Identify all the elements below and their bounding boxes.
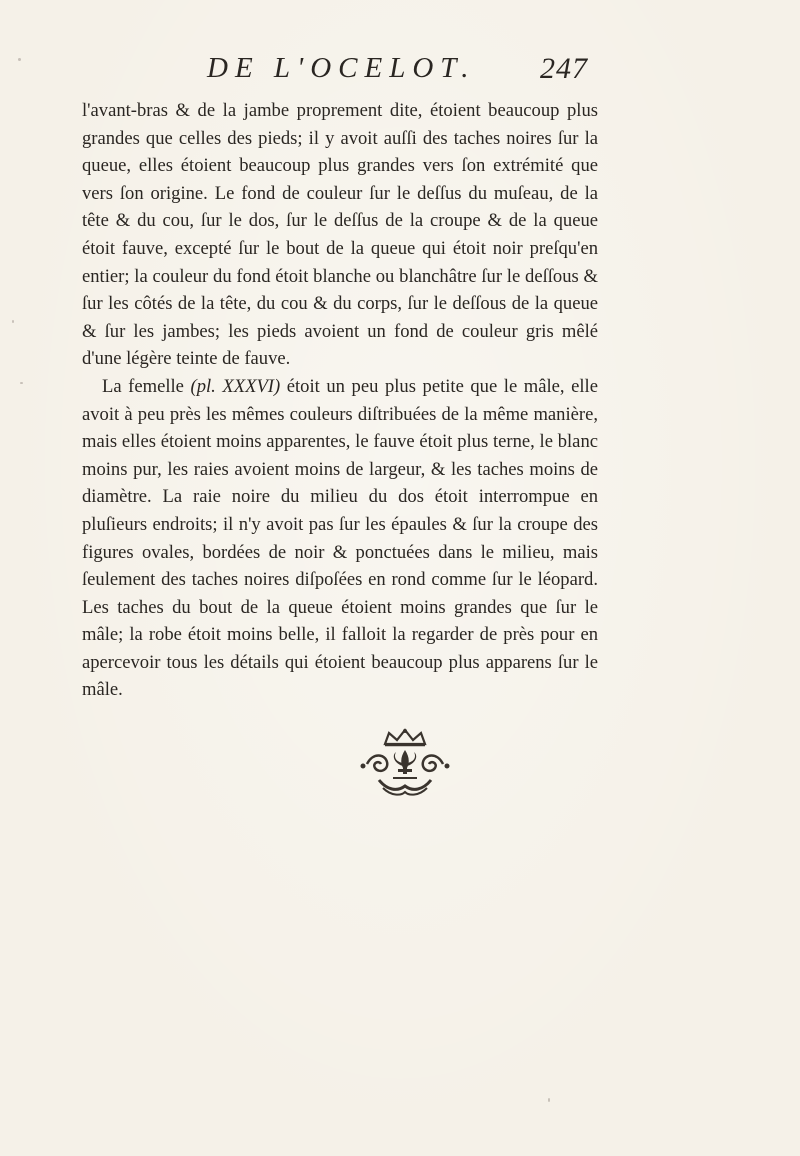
paper-speck	[20, 382, 23, 384]
running-head	[0, 52, 800, 92]
fleur-de-lis-fleuron-icon	[357, 728, 453, 798]
paragraph-2	[82, 373, 598, 704]
paragraph-1: l'avant-bras & de la jambe proprement dite, étoient beaucoup plus grandes que celles des pieds; il y avoit auſſi des taches noires ſur la queue, elles étoient beaucoup plus grandes vers ſon extrémité que vers ſon origine. Le fond de couleur ſur le deſſus du muſeau, de la tête & du cou, ſur le dos, ſur le deſſus de la croupe & de la queue étoit fauve, excepté ſur le bout de la queue qui étoit noir preſqu'en entier; la couleur du fond étoit blanche ou blanchâtre ſur le deſſous & ſur les côtés de la tête, du cou & du corps, ſur le deſſous de la queue & ſur les jambes; les pieds avoient un fond de couleur gris mêlé d'une légère teinte de fauve.	[82, 100, 598, 370]
paper-speck	[12, 320, 14, 323]
paper-speck	[18, 58, 21, 61]
body-text	[82, 97, 598, 704]
page-number: 247	[540, 52, 588, 85]
paragraph-2-rest: étoit un peu plus petite que le mâle, elle avoit à peu près les mêmes couleurs diſtribuées de la même manière, mais elles étoient moins apparentes, le fauve étoit plus terne, le blanc moins pur, les raies avoient moins de largeur, & les taches moins de diamètre. La raie noire du milieu du dos étoit interrompue en pluſieurs endroits; il n'y avoit pas ſur les épaules & ſur la croupe des figures ovales, bordées de noir & ponctuées dans le milieu, mais ſeulement des taches noires diſpoſées en rond comme ſur le léopard. Les taches du bout de la queue étoient moins grandes que ſur le mâle; la robe étoit moins belle, il falloit la regarder de près pour en apercevoir tous les détails qui étoient beaucoup plus apparens ſur le mâle.	[82, 375, 598, 701]
paragraph-2-start: La femelle	[102, 375, 191, 397]
running-title: DE L'OCELOT.	[207, 52, 476, 84]
plate-reference: (pl. XXXVI)	[190, 375, 281, 397]
paper-speck	[548, 1098, 550, 1102]
